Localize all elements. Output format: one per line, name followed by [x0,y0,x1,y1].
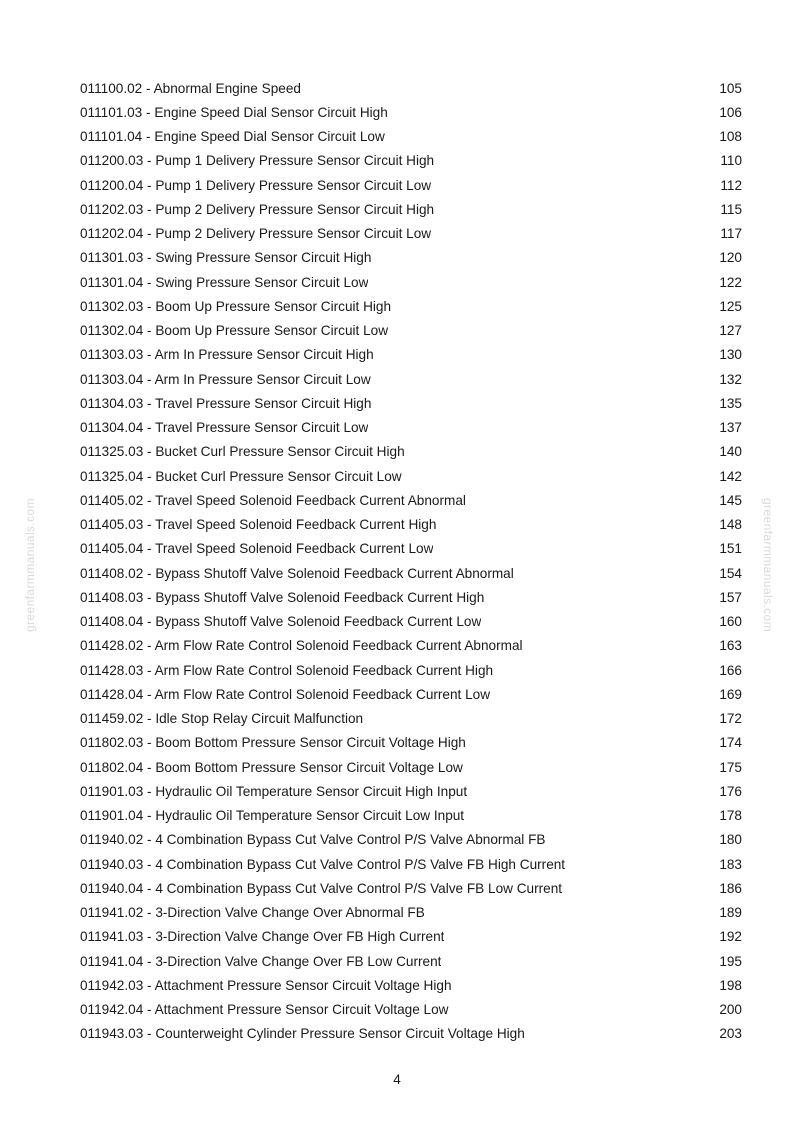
toc-entry[interactable] [80,682,742,706]
toc-entry-page: 115 [720,201,742,217]
toc-entry-title: 011940.03 - 4 Combination Bypass Cut Valve Control P/S Valve FB High Current [80,856,566,872]
toc-entry-page: 151 [719,541,742,557]
toc-entry[interactable] [80,367,742,391]
toc-entry-page: 180 [719,832,742,848]
toc-entry-page: 142 [719,468,742,484]
toc-entry-page: 178 [719,808,742,824]
toc-entry[interactable] [80,246,742,270]
toc-entry[interactable] [80,416,742,440]
toc-entry-page: 145 [719,492,742,508]
watermark-right: greenfarmmanuals.com [761,497,775,633]
toc-entry-title: 011405.04 - Travel Speed Solenoid Feedback Current Low [80,541,434,557]
toc-entry-page: 132 [719,371,742,387]
toc-entry-title: 011943.03 - Counterweight Cylinder Pressure Sensor Circuit Voltage High [80,1026,525,1042]
toc-entry-title: 011941.02 - 3-Direction Valve Change Over Abnormal FB [80,905,425,921]
toc-entry-title: 011942.04 - Attachment Pressure Sensor Circuit Voltage Low [80,1002,449,1018]
toc-entry-page: 189 [719,905,742,921]
toc-entry-page: 169 [719,686,742,702]
toc-entry-title: 011304.04 - Travel Pressure Sensor Circuit Low [80,420,369,436]
toc-entry-title: 011303.03 - Arm In Pressure Sensor Circuit High [80,347,374,363]
toc-entry[interactable] [80,804,742,828]
toc-entry[interactable] [80,319,742,343]
toc-entry[interactable] [80,125,742,149]
toc-entry[interactable] [80,707,742,731]
toc-entry-title: 011200.03 - Pump 1 Delivery Pressure Sensor Circuit High [80,153,435,169]
toc-entry-title: 011428.04 - Arm Flow Rate Control Solenoid Feedback Current Low [80,686,491,702]
toc-entry-title: 011942.03 - Attachment Pressure Sensor Circuit Voltage High [80,977,452,993]
toc-entry-page: 110 [720,153,742,169]
toc-entry-title: 011100.02 - Abnormal Engine Speed [80,80,301,96]
toc-entry-page: 105 [719,80,742,96]
toc-entry-page: 127 [719,323,742,339]
toc-entry-title: 011303.04 - Arm In Pressure Sensor Circuit Low [80,371,371,387]
page-number: 4 [393,1072,401,1087]
toc-entry-page: 192 [719,929,742,945]
toc-entry-title: 011408.02 - Bypass Shutoff Valve Solenoid Feedback Current Abnormal [80,565,514,581]
toc-entry[interactable] [80,658,742,682]
toc-entry-title: 011301.04 - Swing Pressure Sensor Circuit Low [80,274,369,290]
toc-entry[interactable] [80,197,742,221]
toc-entry-title: 011101.03 - Engine Speed Dial Sensor Circuit High [80,104,388,120]
toc-entry-page: 106 [719,104,742,120]
toc-entry[interactable] [80,100,742,124]
toc-entry-title: 011901.04 - Hydraulic Oil Temperature Sensor Circuit Low Input [80,808,465,824]
toc-entry[interactable] [80,731,742,755]
toc-entry-page: 198 [719,977,742,993]
toc-entry-title: 011459.02 - Idle Stop Relay Circuit Malfunction [80,711,364,727]
toc-entry[interactable] [80,513,742,537]
toc-entry-title: 011940.02 - 4 Combination Bypass Cut Valve Control P/S Valve Abnormal FB [80,832,546,848]
toc-entry[interactable] [80,634,742,658]
toc-entry[interactable] [80,294,742,318]
toc-entry-page: 175 [719,759,742,775]
toc-entry[interactable] [80,440,742,464]
toc-entry[interactable] [80,876,742,900]
toc-entry-title: 011301.03 - Swing Pressure Sensor Circuit High [80,250,372,266]
toc-entry-title: 011325.04 - Bucket Curl Pressure Sensor Circuit Low [80,468,402,484]
toc-entry-page: 117 [720,226,742,242]
toc-entry[interactable] [80,537,742,561]
toc-entry[interactable] [80,610,742,634]
toc-entry-page: 125 [719,298,742,314]
toc-entry[interactable] [80,901,742,925]
toc-entry-title: 011302.03 - Boom Up Pressure Sensor Circuit High [80,298,392,314]
toc-entry-page: 157 [719,589,742,605]
toc-entry[interactable] [80,585,742,609]
toc-entry[interactable] [80,270,742,294]
toc-entry[interactable] [80,852,742,876]
toc-entry[interactable] [80,561,742,585]
toc-entry-title: 011901.03 - Hydraulic Oil Temperature Sensor Circuit High Input [80,783,468,799]
toc-entry-title: 011408.03 - Bypass Shutoff Valve Solenoid Feedback Current High [80,589,485,605]
toc-entry[interactable] [80,222,742,246]
toc-entry[interactable] [80,391,742,415]
toc-entry[interactable] [80,925,742,949]
toc-entry-page: 203 [719,1026,742,1042]
toc-entry-title: 011325.03 - Bucket Curl Pressure Sensor Circuit High [80,444,405,460]
toc-entry-title: 011101.04 - Engine Speed Dial Sensor Circuit Low [80,129,385,145]
toc-entry-title: 011202.04 - Pump 2 Delivery Pressure Sensor Circuit Low [80,226,432,242]
toc-entry[interactable] [80,755,742,779]
toc-entry[interactable] [80,998,742,1022]
toc-entry-title: 011940.04 - 4 Combination Bypass Cut Valve Control P/S Valve FB Low Current [80,880,563,896]
toc-entry-title: 011941.03 - 3-Direction Valve Change Over FB High Current [80,929,445,945]
toc-entry-page: 183 [719,856,742,872]
toc-entry[interactable] [80,1022,742,1046]
toc-entry-page: 186 [719,880,742,896]
toc-entry-page: 137 [719,420,742,436]
toc-entry-page: 195 [719,953,742,969]
watermark-left: greenfarmmanuals.com [23,497,37,633]
toc-entry[interactable] [80,173,742,197]
toc-entry-title: 011202.03 - Pump 2 Delivery Pressure Sensor Circuit High [80,201,435,217]
toc-entry-title: 011802.04 - Boom Bottom Pressure Sensor Circuit Voltage Low [80,759,463,775]
toc-entry-page: 200 [719,1002,742,1018]
toc-entry-title: 011405.02 - Travel Speed Solenoid Feedback Current Abnormal [80,492,466,508]
toc-entry-page: 108 [719,129,742,145]
toc-entry-title: 011428.02 - Arm Flow Rate Control Solenoid Feedback Current Abnormal [80,638,523,654]
toc-entry-page: 176 [719,783,742,799]
toc-entry-page: 163 [719,638,742,654]
toc-entry[interactable] [80,76,742,100]
toc-entry-title: 011802.03 - Boom Bottom Pressure Sensor Circuit Voltage High [80,735,466,751]
toc-entry-title: 011405.03 - Travel Speed Solenoid Feedback Current High [80,517,437,533]
toc-entry-page: 130 [719,347,742,363]
toc-entry-title: 011304.03 - Travel Pressure Sensor Circuit High [80,395,372,411]
toc-entry-page: 122 [719,274,742,290]
toc-entry-page: 166 [719,662,742,678]
toc-entry[interactable] [80,828,742,852]
toc-entry[interactable] [80,343,742,367]
toc-entry-page: 112 [720,177,742,193]
toc-entry-page: 120 [719,250,742,266]
toc-entry[interactable] [80,149,742,173]
toc-entry-page: 135 [719,395,742,411]
toc-entry-page: 154 [719,565,742,581]
toc-entry-page: 174 [719,735,742,751]
toc-entry-page: 160 [719,614,742,630]
toc-entry-page: 140 [719,444,742,460]
toc-entry[interactable] [80,973,742,997]
table-of-contents [80,76,742,1046]
toc-entry[interactable] [80,464,742,488]
toc-entry-page: 172 [719,711,742,727]
toc-entry-title: 011200.04 - Pump 1 Delivery Pressure Sensor Circuit Low [80,177,432,193]
toc-entry-title: 011408.04 - Bypass Shutoff Valve Solenoid Feedback Current Low [80,614,482,630]
toc-entry-title: 011941.04 - 3-Direction Valve Change Over FB Low Current [80,953,442,969]
toc-entry-title: 011428.03 - Arm Flow Rate Control Solenoid Feedback Current High [80,662,494,678]
toc-entry-title: 011302.04 - Boom Up Pressure Sensor Circuit Low [80,323,389,339]
toc-entry[interactable] [80,488,742,512]
toc-entry-page: 148 [719,517,742,533]
toc-entry[interactable] [80,779,742,803]
toc-entry[interactable] [80,949,742,973]
